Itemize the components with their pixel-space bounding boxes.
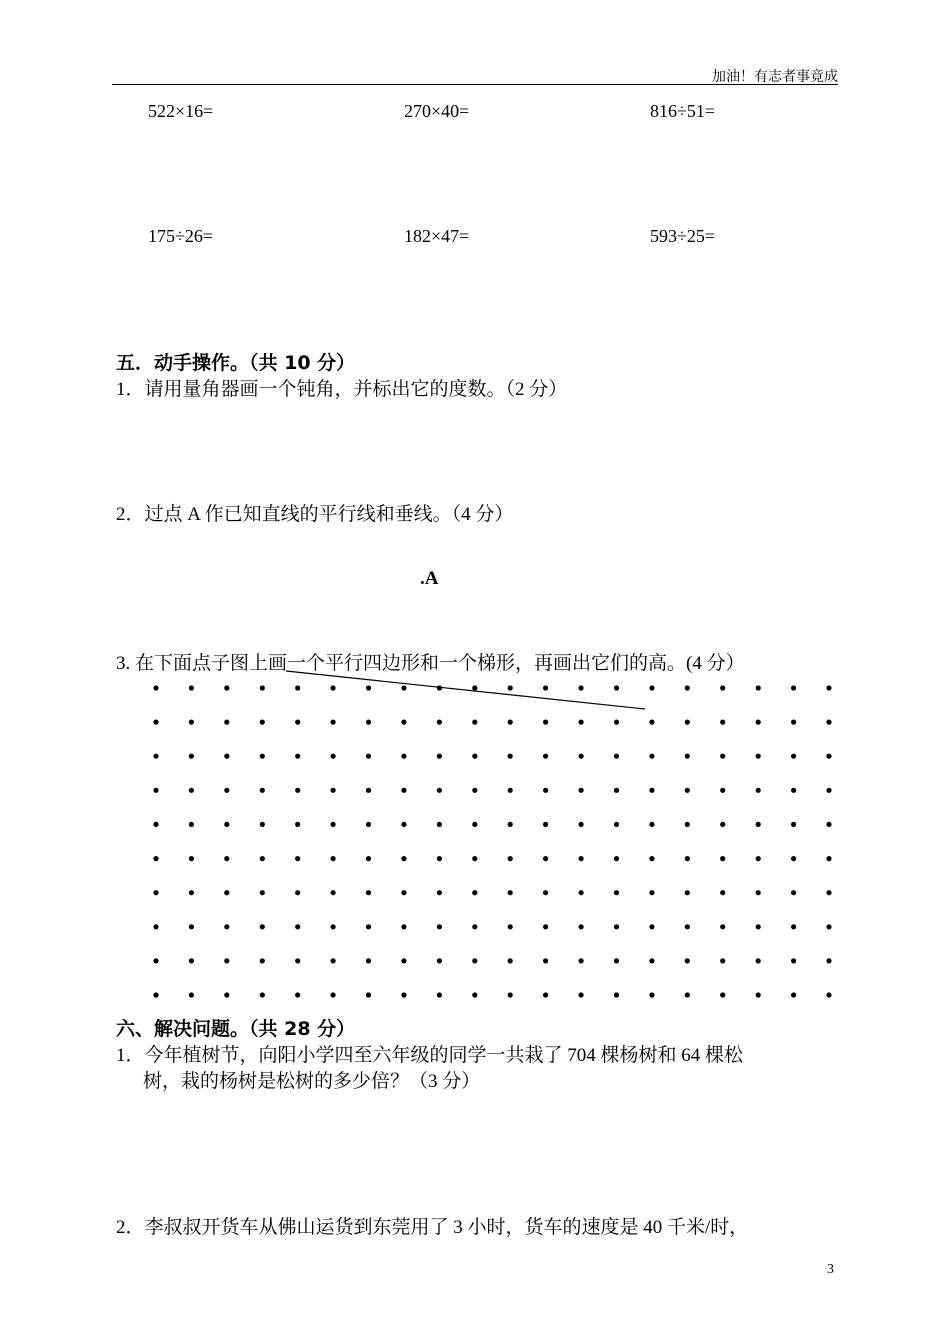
grid-dot[interactable]	[189, 992, 194, 997]
grid-dot[interactable]	[189, 685, 194, 690]
grid-dot[interactable]	[153, 720, 158, 725]
grid-dot[interactable]	[685, 856, 690, 861]
grid-dot[interactable]	[579, 890, 584, 895]
grid-dot[interactable]	[401, 822, 406, 827]
grid-dot[interactable]	[826, 890, 831, 895]
grid-dot[interactable]	[579, 856, 584, 861]
grid-dot[interactable]	[543, 890, 548, 895]
grid-dot[interactable]	[543, 822, 548, 827]
grid-dot[interactable]	[649, 788, 654, 793]
grid-dot[interactable]	[472, 924, 477, 929]
grid-dot[interactable]	[543, 958, 548, 963]
grid-dot[interactable]	[260, 992, 265, 997]
grid-dot[interactable]	[153, 685, 158, 690]
grid-dot[interactable]	[331, 890, 336, 895]
grid-dot[interactable]	[331, 754, 336, 759]
grid-dot[interactable]	[331, 685, 336, 690]
grid-dot[interactable]	[472, 720, 477, 725]
grid-dot[interactable]	[437, 720, 442, 725]
grid-dot[interactable]	[260, 720, 265, 725]
grid-dot[interactable]	[508, 720, 513, 725]
grid-dot[interactable]	[508, 754, 513, 759]
grid-dot[interactable]	[720, 992, 725, 997]
section5-question-3: 3. 在下面点子图上画一个平行四边形和一个梯形，再画出它们的高。(4 分）	[116, 653, 745, 674]
header-motto: 加油！有志者事竟成	[712, 70, 838, 85]
grid-dot[interactable]	[331, 958, 336, 963]
grid-dot[interactable]	[791, 822, 796, 827]
grid-dot[interactable]	[685, 924, 690, 929]
grid-dot[interactable]	[508, 890, 513, 895]
grid-dot[interactable]	[579, 958, 584, 963]
grid-dot[interactable]	[189, 890, 194, 895]
grid-dot[interactable]	[508, 924, 513, 929]
grid-dot[interactable]	[791, 720, 796, 725]
grid-dot[interactable]	[614, 685, 619, 690]
grid-dot[interactable]	[295, 822, 300, 827]
grid-dot[interactable]	[472, 754, 477, 759]
grid-dot[interactable]	[826, 720, 831, 725]
section6-title: 六、解决问题。（共 28 分）	[116, 1018, 356, 1040]
grid-dot[interactable]	[437, 788, 442, 793]
calc-item: 593÷25=	[650, 226, 716, 246]
grid-dot[interactable]	[366, 992, 371, 997]
grid-dot[interactable]	[649, 822, 654, 827]
grid-dot[interactable]	[756, 720, 761, 725]
grid-dot[interactable]	[401, 958, 406, 963]
section5-question-1: 1．请用量角器画一个钝角，并标出它的度数。（2 分）	[116, 379, 568, 400]
grid-dot[interactable]	[543, 788, 548, 793]
grid-dot[interactable]	[331, 924, 336, 929]
grid-dot[interactable]	[826, 822, 831, 827]
grid-dot[interactable]	[437, 754, 442, 759]
grid-dot[interactable]	[366, 685, 371, 690]
grid-dot[interactable]	[614, 720, 619, 725]
grid-dot[interactable]	[579, 685, 584, 690]
grid-dot[interactable]	[614, 890, 619, 895]
grid-dot[interactable]	[791, 856, 796, 861]
grid-dot[interactable]	[649, 720, 654, 725]
grid-dot[interactable]	[224, 856, 229, 861]
grid-dot[interactable]	[401, 720, 406, 725]
grid-dot[interactable]	[472, 856, 477, 861]
grid-dot[interactable]	[614, 754, 619, 759]
grid-dot[interactable]	[826, 788, 831, 793]
grid-dot[interactable]	[260, 822, 265, 827]
grid-dot[interactable]	[224, 890, 229, 895]
grid-dot[interactable]	[756, 890, 761, 895]
grid-dot[interactable]	[295, 685, 300, 690]
grid-dot[interactable]	[189, 720, 194, 725]
given-line	[286, 671, 645, 709]
grid-dot[interactable]	[437, 992, 442, 997]
grid-dot[interactable]	[366, 890, 371, 895]
grid-dot[interactable]	[685, 992, 690, 997]
grid-dot[interactable]	[791, 924, 796, 929]
grid-dot[interactable]	[826, 924, 831, 929]
calc-item: 270×40=	[404, 101, 470, 121]
grid-dot[interactable]	[401, 924, 406, 929]
grid-dot[interactable]	[437, 924, 442, 929]
calc-item: 816÷51=	[650, 101, 716, 121]
grid-dot[interactable]	[508, 685, 513, 690]
grid-dot[interactable]	[437, 822, 442, 827]
grid-dot[interactable]	[685, 720, 690, 725]
grid-dot[interactable]	[224, 754, 229, 759]
grid-dot[interactable]	[331, 992, 336, 997]
grid-dot[interactable]	[756, 754, 761, 759]
grid-dot[interactable]	[472, 685, 477, 690]
section6-question-2-line1: 2．李叔叔开货车从佛山运货到东莞用了 3 小时，货车的速度是 40 千米/时，	[116, 1217, 749, 1238]
grid-dot[interactable]	[756, 822, 761, 827]
grid-dot[interactable]	[720, 788, 725, 793]
grid-dot[interactable]	[649, 856, 654, 861]
grid-dot[interactable]	[720, 924, 725, 929]
grid-dot[interactable]	[153, 856, 158, 861]
grid-dot[interactable]	[826, 754, 831, 759]
grid-dot[interactable]	[685, 754, 690, 759]
grid-dot[interactable]	[437, 856, 442, 861]
grid-dot[interactable]	[366, 924, 371, 929]
grid-dot[interactable]	[260, 754, 265, 759]
grid-dot[interactable]	[472, 788, 477, 793]
grid-dot[interactable]	[756, 958, 761, 963]
grid-dot[interactable]	[649, 992, 654, 997]
grid-dot[interactable]	[508, 788, 513, 793]
grid-dot[interactable]	[614, 924, 619, 929]
grid-dot[interactable]	[720, 890, 725, 895]
grid-dot[interactable]	[189, 822, 194, 827]
grid-dot[interactable]	[401, 788, 406, 793]
grid-dot[interactable]	[331, 788, 336, 793]
grid-dot[interactable]	[224, 788, 229, 793]
grid-dot[interactable]	[685, 890, 690, 895]
grid-dot[interactable]	[189, 754, 194, 759]
grid-dot[interactable]	[614, 856, 619, 861]
grid-dot[interactable]	[756, 924, 761, 929]
point-a-label: .A	[420, 568, 439, 589]
grid-dot[interactable]	[189, 958, 194, 963]
grid-dot[interactable]	[366, 856, 371, 861]
grid-dot[interactable]	[791, 992, 796, 997]
grid-dot[interactable]	[260, 788, 265, 793]
grid-dot[interactable]	[189, 788, 194, 793]
section6-question-1-line1: 1．今年植树节，向阳小学四至六年级的同学一共栽了 704 棵杨树和 64 棵松	[116, 1045, 744, 1066]
grid-dot[interactable]	[826, 685, 831, 690]
grid-dot[interactable]	[224, 958, 229, 963]
grid-dot[interactable]	[685, 822, 690, 827]
grid-dot[interactable]	[614, 822, 619, 827]
grid-dot[interactable]	[756, 992, 761, 997]
grid-dot[interactable]	[756, 788, 761, 793]
grid-dot[interactable]	[685, 958, 690, 963]
grid-dot[interactable]	[260, 890, 265, 895]
grid-dot[interactable]	[756, 685, 761, 690]
grid-dot[interactable]	[685, 685, 690, 690]
grid-dot[interactable]	[224, 924, 229, 929]
dots-group	[153, 685, 831, 997]
grid-dot[interactable]	[472, 822, 477, 827]
grid-dot[interactable]	[260, 856, 265, 861]
grid-dot[interactable]	[295, 958, 300, 963]
grid-dot[interactable]	[649, 685, 654, 690]
section6-question-1-line2: 树，栽的杨树是松树的多少倍？（3 分）	[143, 1071, 481, 1092]
grid-dot[interactable]	[366, 958, 371, 963]
grid-dot[interactable]	[720, 958, 725, 963]
grid-dot[interactable]	[224, 685, 229, 690]
grid-dot[interactable]	[401, 856, 406, 861]
grid-dot[interactable]	[720, 856, 725, 861]
grid-dot[interactable]	[685, 788, 690, 793]
grid-dot[interactable]	[826, 856, 831, 861]
grid-dot[interactable]	[260, 958, 265, 963]
grid-dot[interactable]	[153, 754, 158, 759]
grid-dot[interactable]	[472, 890, 477, 895]
grid-dot[interactable]	[366, 788, 371, 793]
grid-dot[interactable]	[508, 992, 513, 997]
grid-dot[interactable]	[720, 754, 725, 759]
page-number: 3	[827, 1262, 834, 1277]
grid-dot[interactable]	[614, 958, 619, 963]
grid-dot[interactable]	[649, 958, 654, 963]
grid-dot[interactable]	[401, 992, 406, 997]
grid-dot[interactable]	[543, 754, 548, 759]
section5-title: 五．动手操作。（共 10 分）	[116, 352, 356, 374]
grid-dot[interactable]	[543, 856, 548, 861]
grid-dot[interactable]	[295, 856, 300, 861]
grid-dot[interactable]	[543, 992, 548, 997]
grid-dot[interactable]	[579, 992, 584, 997]
grid-dot[interactable]	[295, 924, 300, 929]
grid-dot[interactable]	[153, 788, 158, 793]
grid-dot[interactable]	[579, 754, 584, 759]
grid-dot[interactable]	[189, 924, 194, 929]
grid-dot[interactable]	[189, 856, 194, 861]
grid-dot[interactable]	[153, 890, 158, 895]
grid-dot[interactable]	[791, 788, 796, 793]
grid-dot[interactable]	[437, 890, 442, 895]
grid-dot[interactable]	[331, 822, 336, 827]
grid-dot[interactable]	[614, 788, 619, 793]
grid-dot[interactable]	[756, 856, 761, 861]
grid-dot[interactable]	[579, 822, 584, 827]
grid-dot[interactable]	[826, 958, 831, 963]
calc-item: 522×16=	[148, 101, 214, 121]
grid-dot[interactable]	[472, 958, 477, 963]
grid-dot[interactable]	[508, 856, 513, 861]
grid-dot[interactable]	[720, 720, 725, 725]
grid-dot[interactable]	[791, 958, 796, 963]
grid-dot[interactable]	[649, 754, 654, 759]
grid-dot[interactable]	[331, 856, 336, 861]
grid-dot[interactable]	[791, 754, 796, 759]
grid-dot[interactable]	[543, 924, 548, 929]
grid-dot[interactable]	[224, 822, 229, 827]
grid-dot[interactable]	[295, 788, 300, 793]
grid-dot[interactable]	[260, 685, 265, 690]
grid-dot[interactable]	[437, 958, 442, 963]
grid-dot[interactable]	[579, 720, 584, 725]
grid-dot[interactable]	[508, 822, 513, 827]
grid-dot[interactable]	[720, 685, 725, 690]
grid-dot[interactable]	[295, 754, 300, 759]
grid-dot[interactable]	[720, 822, 725, 827]
calc-item: 175÷26=	[148, 226, 214, 246]
grid-dot[interactable]	[543, 685, 548, 690]
grid-dot[interactable]	[543, 720, 548, 725]
grid-dot[interactable]	[614, 992, 619, 997]
grid-dot[interactable]	[295, 992, 300, 997]
grid-dot[interactable]	[437, 685, 442, 690]
grid-dot[interactable]	[153, 958, 158, 963]
section5-question-2: 2．过点 A 作已知直线的平行线和垂线。（4 分）	[116, 504, 514, 525]
grid-dot[interactable]	[366, 720, 371, 725]
grid-dot[interactable]	[153, 992, 158, 997]
grid-dot[interactable]	[791, 890, 796, 895]
grid-dot[interactable]	[331, 720, 336, 725]
grid-dot[interactable]	[472, 992, 477, 997]
grid-dot[interactable]	[260, 924, 265, 929]
grid-dot[interactable]	[366, 754, 371, 759]
calc-item: 182×47=	[404, 226, 470, 246]
grid-dot[interactable]	[366, 822, 371, 827]
grid-dot[interactable]	[649, 890, 654, 895]
grid-dot[interactable]	[224, 720, 229, 725]
grid-dot[interactable]	[579, 924, 584, 929]
grid-dot[interactable]	[295, 720, 300, 725]
grid-dot[interactable]	[579, 788, 584, 793]
grid-dot[interactable]	[401, 754, 406, 759]
grid-dot[interactable]	[153, 924, 158, 929]
grid-dot[interactable]	[153, 822, 158, 827]
grid-dot[interactable]	[295, 890, 300, 895]
grid-dot[interactable]	[224, 992, 229, 997]
grid-dot[interactable]	[826, 992, 831, 997]
grid-dot[interactable]	[401, 685, 406, 690]
grid-dot[interactable]	[508, 958, 513, 963]
grid-dot[interactable]	[401, 890, 406, 895]
grid-dot[interactable]	[791, 685, 796, 690]
grid-dot[interactable]	[649, 924, 654, 929]
